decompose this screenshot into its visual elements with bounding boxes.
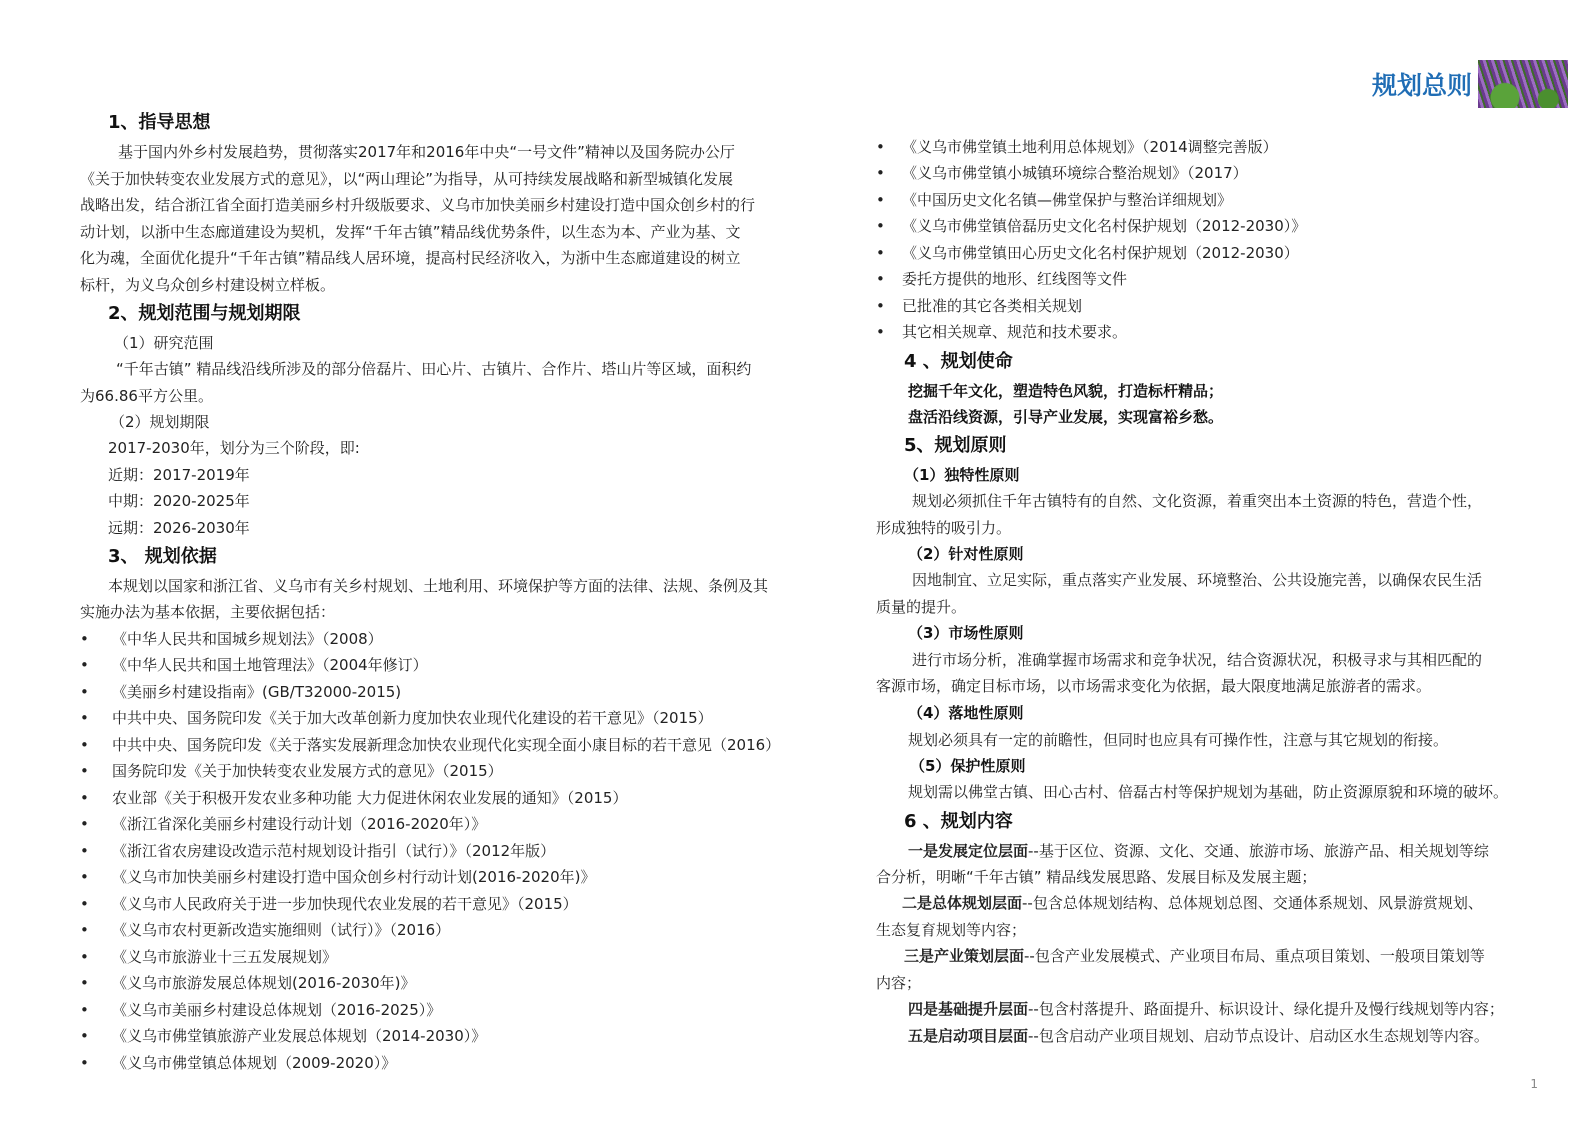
list-item: • 《义乌市佛堂镇倍磊历史文化名村保护规划（2012-2030）》 — [876, 215, 1536, 237]
section-4-heading: 4 、规划使命 — [904, 351, 1013, 372]
paragraph-line: 质量的提升。 — [876, 598, 967, 616]
content-item: 四是基础提升层面--包含村落提升、路面提升、标识设计、绿化提升及慢行线规划等内容； — [908, 1000, 1504, 1018]
lavender-flower-image — [1478, 60, 1568, 108]
mission-line: 盘活沿线资源，引导产业发展，实现富裕乡愁。 — [908, 408, 1224, 426]
paragraph-line: 合分析，明晰“千年古镇” 精品线发展思路、发展目标及发展主题； — [876, 868, 1317, 886]
list-item: • 《中国历史文化名镇—佛堂保护与整治详细规划》 — [876, 189, 1536, 211]
list-item: • 《浙江省深化美丽乡村建设行动计划（2016-2020年）》 — [80, 813, 810, 835]
list-item: • 《中华人民共和国城乡规划法》（2008） — [80, 628, 810, 650]
list-item: • 《义乌市旅游发展总体规划(2016-2030年)》 — [80, 972, 810, 994]
principle-title: （1）独特性原则 — [904, 466, 1020, 484]
page-title: 规划总则 — [1371, 71, 1472, 100]
paragraph-line: 化为魂，全面优化提升“千年古镇”精品线人居环境，提高村民经济收入，为浙中生态廊道建设的树立 — [80, 249, 741, 267]
content-item: 一是发展定位层面--基于区位、资源、文化、交通、旅游市场、旅游产品、相关规划等综 — [908, 842, 1489, 860]
paragraph-line: 战略出发，结合浙江省全面打造美丽乡村升级版要求、义乌市加快美丽乡村建设打造中国众创乡村的行 — [80, 196, 756, 214]
paragraph-line: 标杆，为义乌众创乡村建设树立样板。 — [80, 276, 336, 294]
section-1-heading: 1、指导思想 — [108, 112, 211, 133]
list-item: • 《义乌市加快美丽乡村建设打造中国众创乡村行动计划(2016-2020年)》 — [80, 866, 810, 888]
list-item: • 《义乌市旅游业十三五发展规划》 — [80, 946, 810, 968]
paragraph-line: 进行市场分析，准确掌握市场需求和竞争状况，结合资源状况，积极寻求与其相匹配的 — [912, 651, 1483, 669]
paragraph-line: 本规划以国家和浙江省、义乌市有关乡村规划、土地利用、环境保护等方面的法律、法规、条例及其 — [108, 577, 769, 595]
section-2-heading: 2、规划范围与规划期限 — [108, 303, 301, 324]
paragraph-line: 生态复育规划等内容； — [876, 921, 1027, 939]
list-item: • 《美丽乡村建设指南》(GB/T32000-2015) — [80, 681, 810, 703]
paragraph-line: 客源市场，确定目标市场，以市场需求变化为依据，最大限度地满足旅游者的需求。 — [876, 677, 1432, 695]
principle-title: （4）落地性原则 — [908, 704, 1024, 722]
list-item: • 《中华人民共和国土地管理法》（2004年修订） — [80, 654, 810, 676]
list-item: • 国务院印发《关于加快转变农业发展方式的意见》（2015） — [80, 760, 810, 782]
period-line: 2017-2030年，划分为三个阶段，即: — [108, 439, 360, 457]
list-item: • 已批准的其它各类相关规划 — [876, 295, 1536, 317]
paragraph-line: 形成独特的吸引力。 — [876, 519, 1012, 537]
section-5-heading: 5、规划原则 — [904, 435, 1007, 456]
section-6-heading: 6 、规划内容 — [904, 811, 1013, 832]
page-number: 1 — [1530, 1077, 1538, 1091]
paragraph-line: 规划必须抓住千年古镇特有的自然、文化资源，着重突出本土资源的特色，营造个性， — [912, 492, 1483, 510]
content-item: 五是启动项目层面--包含启动产业项目规划、启动节点设计、启动区水生态规划等内容。 — [908, 1027, 1489, 1045]
list-item: • 《浙江省农房建设改造示范村规划设计指引（试行）》（2012年版） — [80, 840, 810, 862]
paragraph-line: 基于国内外乡村发展趋势，贯彻落实2017年和2016年中央“一号文件”精神以及国务院办公厅 — [118, 143, 735, 161]
principle-title: （2）针对性原则 — [908, 545, 1024, 563]
paragraph-line: 规划必须具有一定的前瞻性，但同时也应具有可操作性，注意与其它规划的衔接。 — [908, 731, 1449, 749]
list-item: • 《义乌市佛堂镇总体规划（2009-2020）》 — [80, 1052, 810, 1074]
period-far: 远期：2026-2030年 — [108, 519, 250, 537]
list-item: • 《义乌市人民政府关于进一步加快现代农业发展的若干意见》（2015） — [80, 893, 810, 915]
paragraph-line: 实施办法为基本依据，主要依据包括： — [80, 603, 336, 621]
section-3-heading: 3、 规划依据 — [108, 546, 217, 567]
paragraph-line: 为66.86平方公里。 — [80, 387, 213, 405]
principle-title: （5）保护性原则 — [910, 757, 1026, 775]
subheading: （1）研究范围 — [114, 334, 214, 352]
period-near: 近期：2017-2019年 — [108, 466, 250, 484]
period-mid: 中期：2020-2025年 — [108, 492, 250, 510]
list-item: • 委托方提供的地形、红线图等文件 — [876, 268, 1536, 290]
list-item: • 中共中央、国务院印发《关于加大改革创新力度加快农业现代化建设的若干意见》（2015） — [80, 707, 810, 729]
list-item: • 《义乌市佛堂镇小城镇环境综合整治规划》（2017） — [876, 162, 1536, 184]
list-item: • 《义乌市佛堂镇田心历史文化名村保护规划（2012-2030） — [876, 242, 1536, 264]
content-item: 三是产业策划层面--包含产业发展模式、产业项目布局、重点项目策划、一般项目策划等 — [904, 947, 1485, 965]
paragraph-line: “千年古镇” 精品线沿线所涉及的部分倍磊片、田心片、古镇片、合作片、塔山片等区域，面积约 — [116, 360, 752, 378]
principle-title: （3）市场性原则 — [908, 624, 1024, 642]
paragraph-line: 动计划，以浙中生态廊道建设为契机，发挥“千年古镇”精品线优势条件，以生态为本、产业为基、文 — [80, 223, 741, 241]
content-item: 二是总体规划层面--包含总体规划结构、总体规划总图、交通体系规划、风景游赏规划、 — [902, 894, 1483, 912]
list-item: • 中共中央、国务院印发《关于落实发展新理念加快农业现代化实现全面小康目标的若干意见（2016） — [80, 734, 810, 756]
paragraph-line: 规划需以佛堂古镇、田心古村、倍磊古村等保护规划为基础，防止资源原貌和环境的破坏。 — [908, 783, 1509, 801]
list-item: • 《义乌市美丽乡村建设总体规划（2016-2025）》 — [80, 999, 810, 1021]
list-item: • 《义乌市佛堂镇旅游产业发展总体规划（2014-2030）》 — [80, 1025, 810, 1047]
list-item: • 《义乌市农村更新改造实施细则（试行）》（2016） — [80, 919, 810, 941]
subheading: （2）规划期限 — [110, 413, 210, 431]
list-item: • 《义乌市佛堂镇土地利用总体规划》（2014调整完善版） — [876, 136, 1536, 158]
paragraph-line: 因地制宜、立足实际，重点落实产业发展、环境整治、公共设施完善，以确保农民生活 — [912, 571, 1483, 589]
list-item: • 农业部《关于积极开发农业多种功能 大力促进休闲农业发展的通知》（2015） — [80, 787, 810, 809]
paragraph-line: 内容； — [876, 974, 922, 992]
mission-line: 挖掘千年文化，塑造特色风貌，打造标杆精品； — [908, 382, 1224, 400]
paragraph-line: 《关于加快转变农业发展方式的意见》，以“两山理论”为指导，从可持续发展战略和新型城镇化发展 — [80, 170, 734, 188]
list-item: • 其它相关规章、规范和技术要求。 — [876, 321, 1536, 343]
